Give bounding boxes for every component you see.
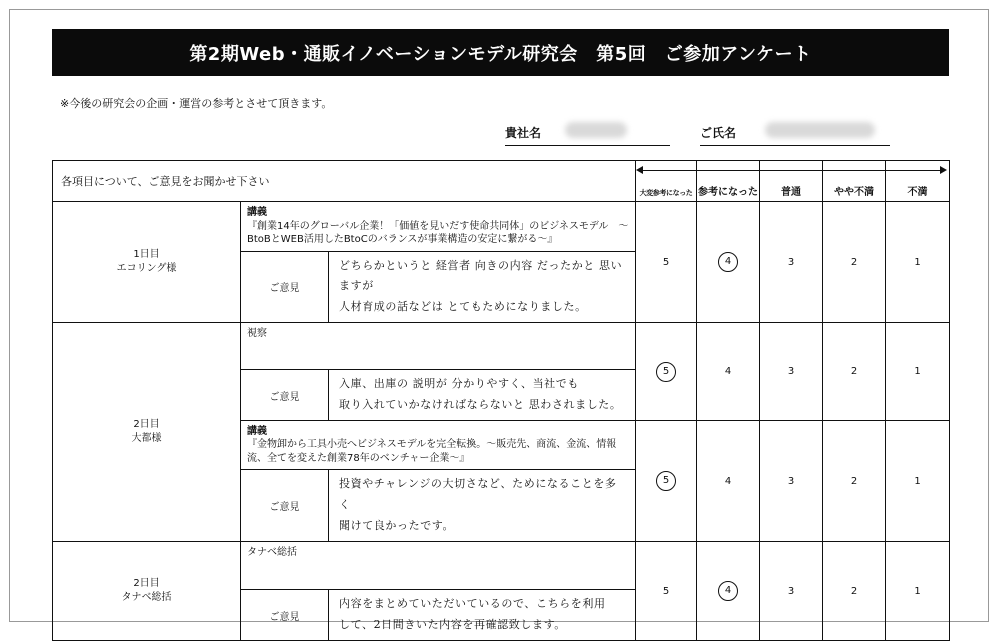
section-3-label [53,542,241,641]
opinion-line: 人材育成の話などは とてもためになりました。 [339,300,587,314]
survey-title: 第2期Web・通販イノベーションモデル研究会 第5回 ご参加アンケート [52,29,949,76]
item-4-summary [241,542,636,590]
rating-circle: 5 [656,471,676,491]
rating-option[interactable]: 4 [697,323,760,421]
rating-option[interactable]: 3 [760,323,823,421]
item-1-lecture [241,202,636,252]
section-speaker: エコリング様 [116,263,177,275]
rating-option-selected[interactable] [697,542,760,641]
item-text: 『創業14年のグローバル企業！「価値を見いだす使命共同体」のビジネスモデル ～BtoBとWEB活用したBtoCのバランスが事業構造の安定に繋がる～』 [247,220,629,245]
opinion-label: ご意見 [241,251,329,323]
rating-option[interactable]: 2 [823,202,886,323]
rating-circle: 4 [718,581,738,601]
rating-circle: 4 [718,252,738,272]
section-day: 1日目 [133,249,160,261]
item-kind: 講義 [247,207,267,218]
section-day: 2日目 [133,578,160,590]
item-kind: タナベ総括 [247,547,297,559]
rating-option-selected[interactable] [636,420,697,541]
rating-option[interactable]: 2 [823,542,886,641]
opinion-line: 内容をまとめていただいているので、こちらを利用 [339,597,606,611]
opinion-line: 取り入れていかなければならないと 思わされました。 [339,398,622,412]
rating-option[interactable]: 5 [636,202,697,323]
name-redacted [765,122,875,138]
survey-table [52,160,950,641]
rating-circle: 5 [656,362,676,382]
section-2-label [53,323,241,542]
rating-option[interactable]: 3 [760,542,823,641]
company-field[interactable] [505,118,670,146]
rating-option[interactable]: 1 [886,542,950,641]
rating-option[interactable]: 1 [886,202,950,323]
rating-option[interactable]: 3 [760,420,823,541]
rating-option[interactable]: 2 [823,420,886,541]
rating-option[interactable]: 4 [697,420,760,541]
name-label: ご氏名 [700,126,737,140]
section-1-label [53,202,241,323]
scale-header-somewhat-dissatisfied: やや不満 [823,161,886,202]
item-2-inspection [241,323,636,370]
scale-arrow-line [640,170,943,171]
name-field[interactable] [700,118,890,146]
rating-option[interactable]: 3 [760,202,823,323]
scale-header-helpful: 参考になった [697,161,760,202]
header-question: 各項目について、ご意見をお聞かせ下さい [53,161,636,202]
opinion-line: 投資やチャレンジの大切さなど、ためになることを多く [339,477,617,512]
opinion-text[interactable] [329,370,636,421]
section-speaker: 大都様 [131,433,162,445]
survey-note: ※今後の研究会の企画・運営の参考とさせて頂きます。 [60,97,333,110]
company-redacted [565,122,627,138]
scale-header-dissatisfied: 不満 [886,161,950,202]
opinion-line: 入庫、出庫の 説明が 分かりやすく、当社でも [339,377,579,391]
item-kind: 講義 [247,425,267,437]
scale-header-very-helpful: 大変参考になった [636,161,697,202]
section-day: 2日目 [133,419,160,431]
scale-arrow [52,162,949,176]
opinion-text[interactable] [329,470,636,542]
opinion-label: ご意見 [241,590,329,641]
rating-option[interactable]: 2 [823,323,886,421]
scale-header-normal: 普通 [760,161,823,202]
opinion-line: 聞けて良かったです。 [339,519,455,533]
rating-option-selected[interactable] [636,323,697,421]
opinion-text[interactable] [329,251,636,323]
item-text: 『金物卸から工具小売へビジネスモデルを完全転換。～販売先、商流、金流、情報流、全てを変えた創業78年のベンチャー企業～』 [247,439,617,464]
company-label: 貴社名 [505,126,542,140]
rating-option[interactable]: 5 [636,542,697,641]
item-3-lecture [241,420,636,470]
arrow-right-icon [940,166,947,174]
opinion-line: どちらかというと 経営者 向きの内容 だったかと 思いますが [339,258,623,293]
rating-option[interactable]: 1 [886,323,950,421]
rating-option-selected[interactable] [697,202,760,323]
rating-option[interactable]: 1 [886,420,950,541]
arrow-left-icon [636,166,643,174]
opinion-label: ご意見 [241,470,329,542]
section-speaker: タナベ総括 [121,592,172,604]
item-kind: 視察 [247,328,267,340]
opinion-line: して、2日間きいた内容を再確認致します。 [339,618,566,632]
opinion-label: ご意見 [241,370,329,421]
